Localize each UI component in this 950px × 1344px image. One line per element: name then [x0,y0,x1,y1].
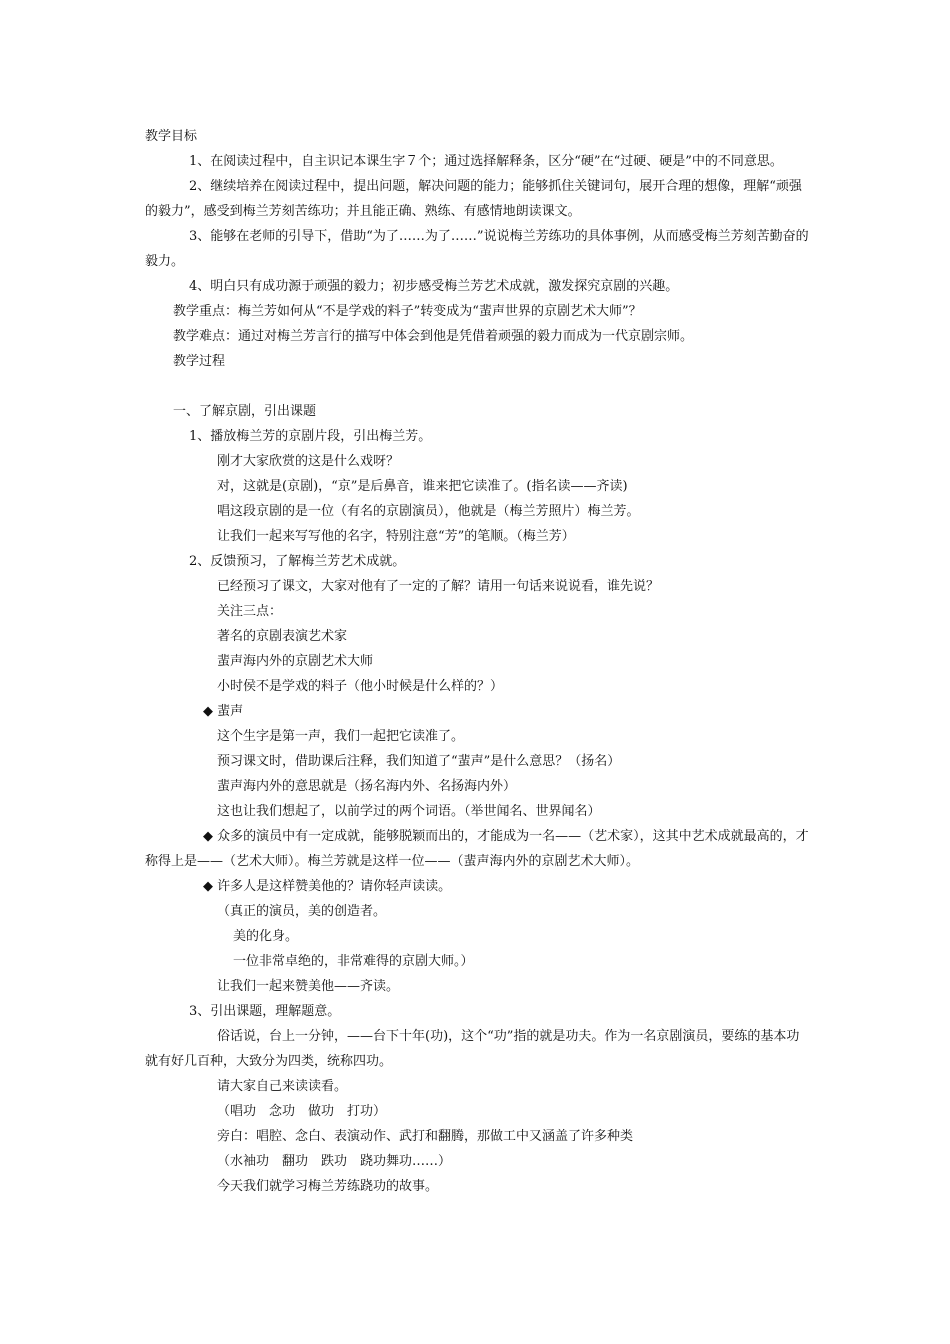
praise-line: 美的化身。 [233,929,299,944]
step-2-line: 已经预习了课文，大家对他有了一定的了解？请用一句话来说说看，谁先说？ [217,579,660,594]
step-3-line: 今天我们就学习梅兰芳练跷功的故事。 [217,1179,439,1194]
bullet-1-line: 预习课文时，借助课后注释，我们知道了“蜚声”是什么意思？（扬名） [217,754,621,769]
praise-end: 让我们一起来赞美他——齐读。 [217,979,400,994]
section-1-title: 一、了解京剧，引出课题 [173,404,317,419]
step-1-line: 让我们一起来写写他的名字，特别注意“芳”的笔顺。（梅兰芳） [217,529,575,544]
document-body [145,124,810,1199]
bullet-1-line: 蜚声海内外的意思就是（扬名海内外、名扬海内外） [217,779,517,794]
spacer [145,374,810,399]
step-3-line: （水袖功 翻功 跌功 跷功舞功……） [217,1154,452,1169]
step-2-title: 2、反馈预习，了解梅兰芳艺术成就。 [189,554,406,569]
goal-item-4: 4、明白只有成功源于顽强的毅力；初步感受梅兰芳艺术成就，激发探究京剧的兴趣。 [189,279,679,294]
teaching-key-point: 教学重点：梅兰芳如何从“不是学戏的料子”转变成为“蜚声世界的京剧艺术大师”？ [173,304,642,319]
heading-teaching-process: 教学过程 [173,354,226,369]
step-3-line: （唱功 念功 做功 打功） [217,1104,387,1119]
step-3-line: 请大家自己来读读看。 [217,1079,348,1094]
goal-item-2: 2、继续培养在阅读过程中，提出问题，解决问题的能力；能够抓住关键词句，展开合理的想像，理解“顽强的毅力”，感受到梅兰芳刻苦练功；并且能正确、熟练、有感情地朗读课文。 [145,179,802,219]
step-2-line: 著名的京剧表演艺术家 [217,629,348,644]
step-1-line: 唱这段京剧的是一位（有名的京剧演员），他就是（梅兰芳照片）梅兰芳。 [217,504,640,519]
bullet-artist-paragraph: ◆ 众多的演员中有一定成就，能够脱颖而出的，才能成为一名——（艺术家），这其中艺术成就最高的，才称得上是——（艺术大师）。梅兰芳就是这样一位——（蜚声海内外的京剧艺术大师）。 [145,829,809,869]
heading-teaching-goals: 教学目标 [145,129,198,144]
bullet-1-line: 这也让我们想起了，以前学过的两个词语。（举世闻名、世界闻名） [217,804,601,819]
step-1-line: 对，这就是(京剧)，“京”是后鼻音，谁来把它读准了。(指名读——齐读) [217,479,628,494]
step-1-title: 1、播放梅兰芳的京剧片段，引出梅兰芳。 [189,429,432,444]
praise-line: 一位非常卓绝的，非常难得的京剧大师。） [233,954,474,969]
praise-line: （真正的演员，美的创造者。 [217,904,387,919]
step-3-title: 3、引出课题，理解题意。 [189,1004,341,1019]
goal-item-1: 1、在阅读过程中，自主识记本课生字７个；通过选择解释条，区分“硬”在“过硬、硬是”中的不同意思。 [189,154,783,169]
step-2-line: 小时侯不是学戏的料子（他小时候是什么样的？） [217,679,504,694]
teaching-difficult-point: 教学难点：通过对梅兰芳言行的描写中体会到他是凭借着顽强的毅力而成为一代京剧宗师。 [173,329,694,344]
bullet-praise-prompt: ◆ 许多人是这样赞美他的？请你轻声读读。 [203,879,452,894]
step-2-line: 蜚声海内外的京剧艺术大师 [217,654,374,669]
step-3-line: 旁白：唱腔、念白、表演动作、武打和翻腾，那做工中又涵盖了许多种类 [217,1129,634,1144]
step-1-line: 刚才大家欣赏的这是什么戏呀？ [217,454,400,469]
goal-item-3: 3、能够在老师的引导下，借助“为了……为了……”说说梅兰芳练功的具体事例，从而感受梅兰芳刻苦勤奋的毅力。 [145,229,809,269]
bullet-feisheng: ◆ 蜚声 [203,704,244,719]
bullet-1-line: 这个生字是第一声，我们一起把它读准了。 [217,729,465,744]
step-3-paragraph: 俗话说，台上一分钟，——台下十年(功)，这个“功”指的就是功夫。作为一名京剧演员，要练的基本功就有好几百种，大致分为四类，统称四功。 [145,1029,800,1069]
step-2-line: 关注三点： [217,604,283,619]
